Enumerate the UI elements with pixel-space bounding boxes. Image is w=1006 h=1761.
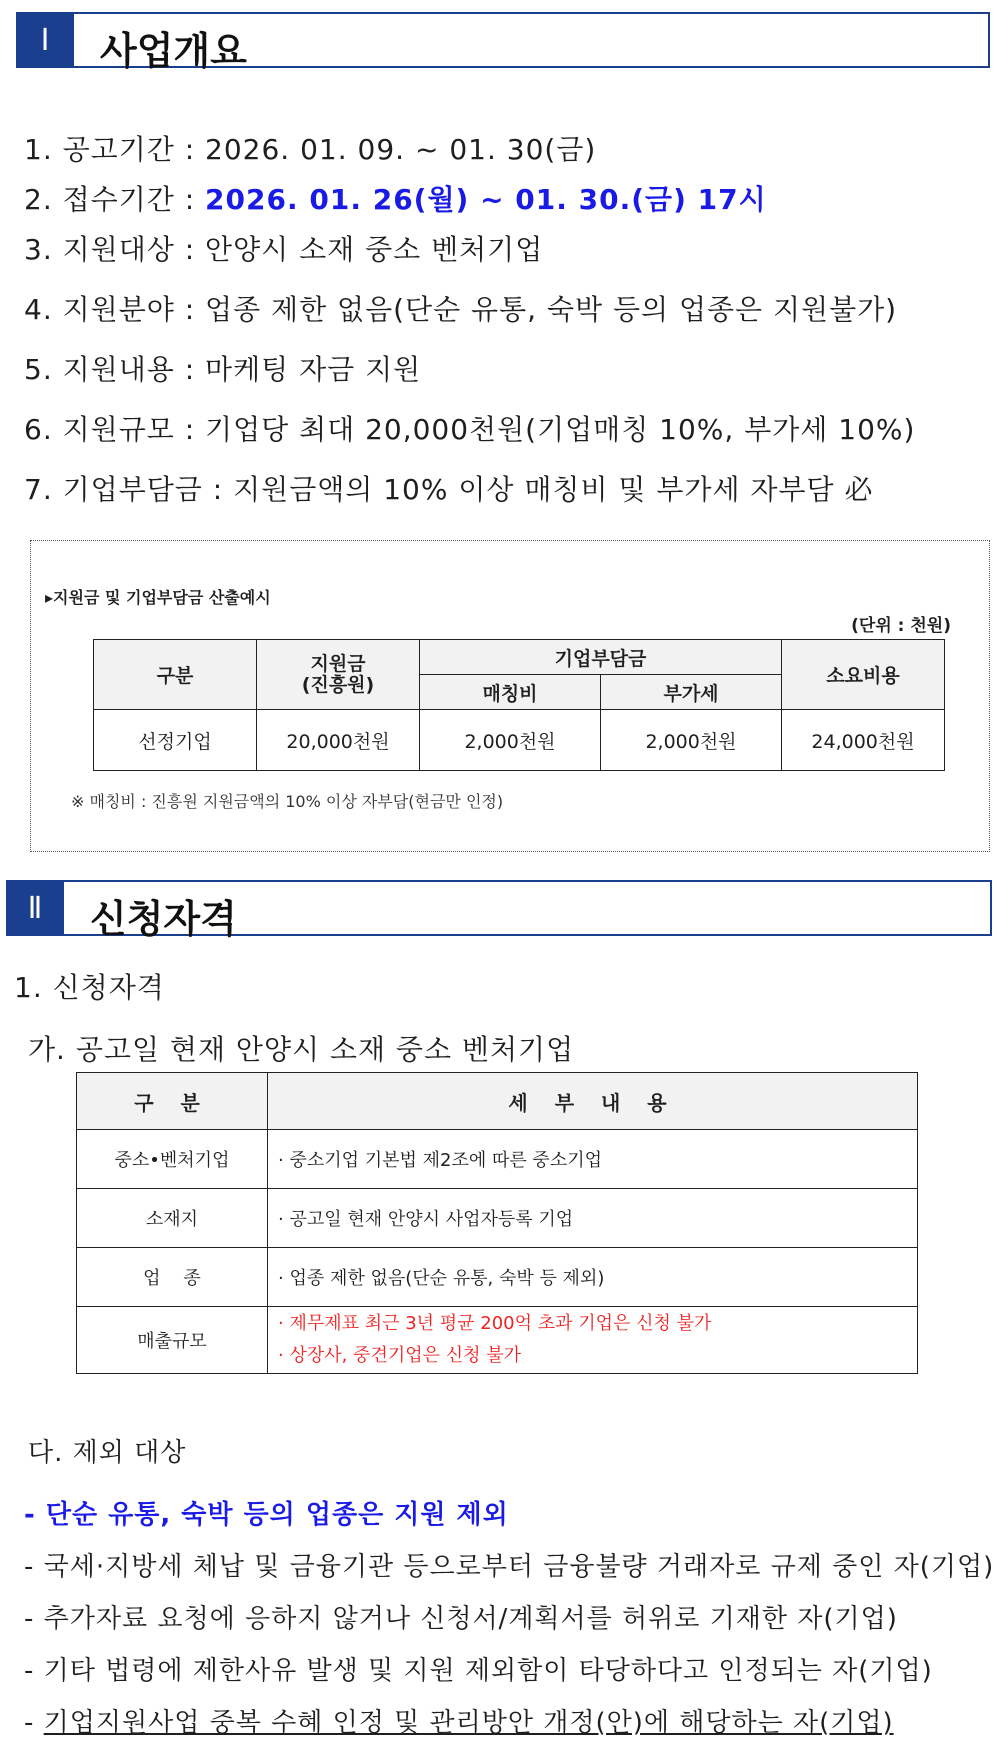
table-row (77, 1189, 918, 1248)
header-category: 구 분 (77, 1073, 268, 1130)
cell-total: 24,000천원 (782, 710, 945, 771)
table-row (77, 1130, 918, 1189)
revenue-line-2: · 상장사, 중견기업은 신청 불가 (278, 1345, 521, 1366)
section-header-overview (16, 12, 990, 73)
row-key: 매출규모 (77, 1307, 268, 1374)
exclusion-dash: - (24, 1708, 44, 1738)
eligibility-table (76, 1072, 918, 1374)
item-value: 마케팅 자금 지원 (205, 353, 422, 386)
calculation-table (93, 639, 945, 771)
header-detail: 세 부 내 용 (268, 1073, 918, 1130)
cell-category: 선정기업 (94, 710, 257, 771)
row-value: · 공고일 현재 안양시 사업자등록 기업 (268, 1189, 918, 1248)
item-label: 5. 지원내용 : (24, 353, 206, 386)
table-row (94, 710, 945, 771)
row-value (268, 1307, 918, 1374)
exclusion-item: - 단순 유통, 숙박 등의 업종은 지원 제외 (24, 1500, 509, 1530)
table-row (77, 1307, 918, 1374)
header-burden: 기업부담금 (420, 640, 782, 675)
item-label: 1. 공고기간 : (24, 133, 206, 166)
unit-label: (단위 : 천원) (851, 616, 951, 636)
item-label: 2. 접수기간 : (24, 183, 206, 216)
overview-item-burden (24, 468, 873, 508)
overview-item-scale (24, 408, 915, 448)
row-key: 업 종 (77, 1248, 268, 1307)
revenue-line-1: · 제무제표 최근 3년 평균 200억 초과 기업은 신청 불가 (278, 1313, 712, 1334)
overview-item-content (24, 348, 421, 388)
item-value: 2026. 01. 09. ~ 01. 30(금) (205, 133, 597, 166)
overview-item-receipt (24, 178, 767, 218)
item-value: 지원금액의 10% 이상 매칭비 및 부가세 자부담 必 (233, 473, 874, 506)
eligibility-subheading: 1. 신청자격 (14, 971, 165, 1004)
overview-item-target (24, 228, 543, 268)
section-number: Ⅰ (16, 12, 74, 68)
item-value-highlight: 2026. 01. 26(월) ~ 01. 30.(금) 17시 (205, 183, 767, 216)
section-number: Ⅱ (6, 880, 64, 936)
section-header-eligibility (6, 880, 992, 941)
overview-item-period (24, 128, 596, 168)
header-matching: 매칭비 (420, 675, 601, 710)
item-label: 4. 지원분야 : (24, 293, 206, 326)
item-value: 업종 제한 없음(단순 유통, 숙박 등의 업종은 지원불가) (205, 293, 898, 326)
exclusion-text: 기업지원사업 중복 수혜 인정 및 관리방안 개정(안)에 해당하는 자(기업) (43, 1708, 894, 1738)
header-vat: 부가세 (601, 675, 782, 710)
header-support-line2: (진흥원) (301, 673, 375, 696)
item-value: 기업당 최대 20,000천원(기업매칭 10%, 부가세 10%) (205, 413, 916, 446)
overview-item-field (24, 288, 897, 328)
item-label: 6. 지원규모 : (24, 413, 206, 446)
header-category: 구분 (94, 640, 257, 710)
table-row (77, 1248, 918, 1307)
calculation-example-box (30, 540, 990, 852)
cell-vat: 2,000천원 (601, 710, 782, 771)
eligibility-ga: 가. 공고일 현재 안양시 소재 중소 벤처기업 (28, 1033, 575, 1066)
row-key: 소재지 (77, 1189, 268, 1248)
section-title: 사업개요 (100, 29, 247, 73)
row-value: · 중소기업 기본법 제2조에 따른 중소기업 (268, 1130, 918, 1189)
item-label: 7. 기업부담금 : (24, 473, 234, 506)
item-value: 안양시 소재 중소 벤처기업 (205, 233, 544, 266)
example-note: ※ 매칭비 : 진흥원 지원금액의 10% 이상 자부담(현금만 인정) (71, 792, 504, 811)
header-total: 소요비용 (782, 640, 945, 710)
example-title: ▸지원금 및 기업부담금 산출예시 (45, 588, 271, 607)
header-support-line1: 지원금 (310, 652, 366, 675)
row-value: · 업종 제한 없음(단순 유통, 숙박 등 제외) (268, 1248, 918, 1307)
cell-support: 20,000천원 (257, 710, 420, 771)
item-label: 3. 지원대상 : (24, 233, 206, 266)
exclusion-item (24, 1702, 894, 1739)
cell-matching: 2,000천원 (420, 710, 601, 771)
exclusion-heading: 다. 제외 대상 (28, 1438, 187, 1468)
row-key: 중소•벤처기업 (77, 1130, 268, 1189)
exclusion-item: - 추가자료 요청에 응하지 않거나 신청서/계획서를 허위로 기재한 자(기업) (24, 1604, 898, 1634)
exclusion-item: - 국세·지방세 체납 및 금융기관 등으로부터 금융불량 거래자로 규제 중인 자(기업) (24, 1552, 995, 1582)
header-support (257, 640, 420, 710)
exclusion-item: - 기타 법령에 제한사유 발생 및 지원 제외함이 타당하다고 인정되는 자(기업) (24, 1656, 933, 1686)
section-title: 신청자격 (90, 897, 237, 941)
